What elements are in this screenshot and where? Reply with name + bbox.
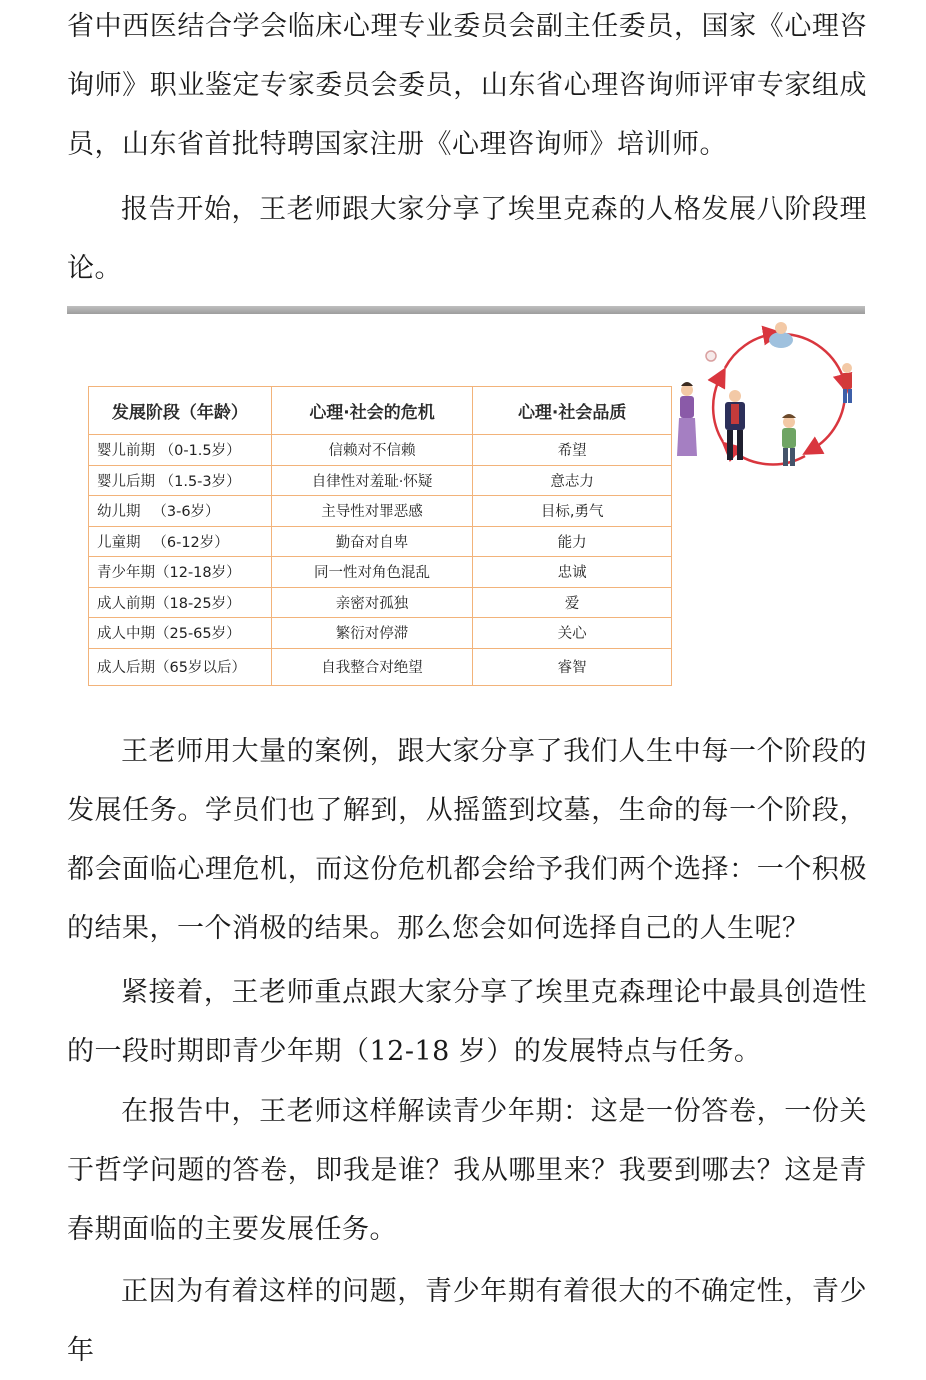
table-cell-stage: 青少年期（12-18岁） xyxy=(89,557,272,588)
egg-icon xyxy=(706,351,716,361)
table-cell-crisis: 繁衍对停滞 xyxy=(271,618,473,649)
life-cycle-illustration xyxy=(669,310,865,470)
table-cell-stage: 儿童期 （6-12岁） xyxy=(89,526,272,557)
table-cell-quality: 爱 xyxy=(473,587,672,618)
table-cell-stage: 成人前期（18-25岁） xyxy=(89,587,272,618)
table-cell-crisis: 同一性对角色混乱 xyxy=(271,557,473,588)
table-cell-stage: 婴儿后期 （1.5-3岁） xyxy=(89,465,272,496)
erikson-stages-figure xyxy=(67,306,865,702)
paragraph-development-tasks: 王老师用大量的案例，跟大家分享了我们人生中每一个阶段的发展任务。学员们也了解到，从摇篮到坟墓，生命的每一个阶段，都会面临心理危机，而这份危机都会给予我们两个选择：一个积极的结果，一个消极的结果。那么您会如何选择自己的人生呢？ xyxy=(67,736,867,944)
table-cell-quality: 睿智 xyxy=(473,648,672,685)
table-cell-crisis: 自我整合对绝望 xyxy=(271,648,473,685)
table-cell-crisis: 勤奋对自卑 xyxy=(271,526,473,557)
table-cell-quality: 忠诚 xyxy=(473,557,672,588)
table-header-row xyxy=(89,387,672,435)
table-cell-quality: 能力 xyxy=(473,526,672,557)
table-row xyxy=(89,496,672,527)
table-cell-quality: 意志力 xyxy=(473,465,672,496)
table-row xyxy=(89,526,672,557)
teen-figure xyxy=(782,414,796,466)
table-row xyxy=(89,648,672,685)
table-cell-stage: 成人中期（25-65岁） xyxy=(89,618,272,649)
child-figure xyxy=(842,363,852,403)
table-cell-stage: 婴儿前期 （0-1.5岁） xyxy=(89,435,272,466)
table-cell-crisis: 信赖对不信赖 xyxy=(271,435,473,466)
table-header-quality: 心理·社会品质 xyxy=(473,387,672,435)
table-row xyxy=(89,435,672,466)
paragraph-adolescence: 紧接着，王老师重点跟大家分享了埃里克森理论中最具创造性的一段时期即青少年期（12-18 岁）的发展特点与任务。 xyxy=(67,977,867,1067)
table-row xyxy=(89,557,672,588)
table-cell-quality: 关心 xyxy=(473,618,672,649)
table-row xyxy=(89,587,672,618)
erikson-stages-table xyxy=(88,386,672,686)
baby-figure xyxy=(769,322,793,348)
table-cell-crisis: 亲密对孤独 xyxy=(271,587,473,618)
table-header-crisis: 心理·社会的危机 xyxy=(271,387,473,435)
table-cell-stage: 成人后期（65岁以后） xyxy=(89,648,272,685)
elderly-woman-figure xyxy=(677,382,697,456)
table-row xyxy=(89,618,672,649)
table-cell-crisis: 主导性对罪恶感 xyxy=(271,496,473,527)
table-row xyxy=(89,465,672,496)
table-cell-stage: 幼儿期 （3-6岁） xyxy=(89,496,272,527)
paragraph-intro: 报告开始，王老师跟大家分享了埃里克森的人格发展八阶段理论。 xyxy=(67,194,867,284)
table-header-stage: 发展阶段（年龄） xyxy=(89,387,272,435)
paragraph-answer-sheet: 在报告中，王老师这样解读青少年期：这是一份答卷，一份关于哲学问题的答卷，即我是谁？我从哪里来？我要到哪去？这是青春期面临的主要发展任务。 xyxy=(67,1096,867,1245)
table-cell-crisis: 自律性对羞耻·怀疑 xyxy=(271,465,473,496)
adult-man-figure xyxy=(725,390,745,460)
paragraph-bio: 省中西医结合学会临床心理专业委员会副主任委员，国家《心理咨询师》职业鉴定专家委员会委员，山东省心理咨询师评审专家组成员，山东省首批特聘国家注册《心理咨询师》培训师。 xyxy=(67,11,867,160)
paragraph-uncertainty: 正因为有着这样的问题，青少年期有着很大的不确定性，青少年 xyxy=(67,1276,867,1366)
table-cell-quality: 目标,勇气 xyxy=(473,496,672,527)
table-cell-quality: 希望 xyxy=(473,435,672,466)
